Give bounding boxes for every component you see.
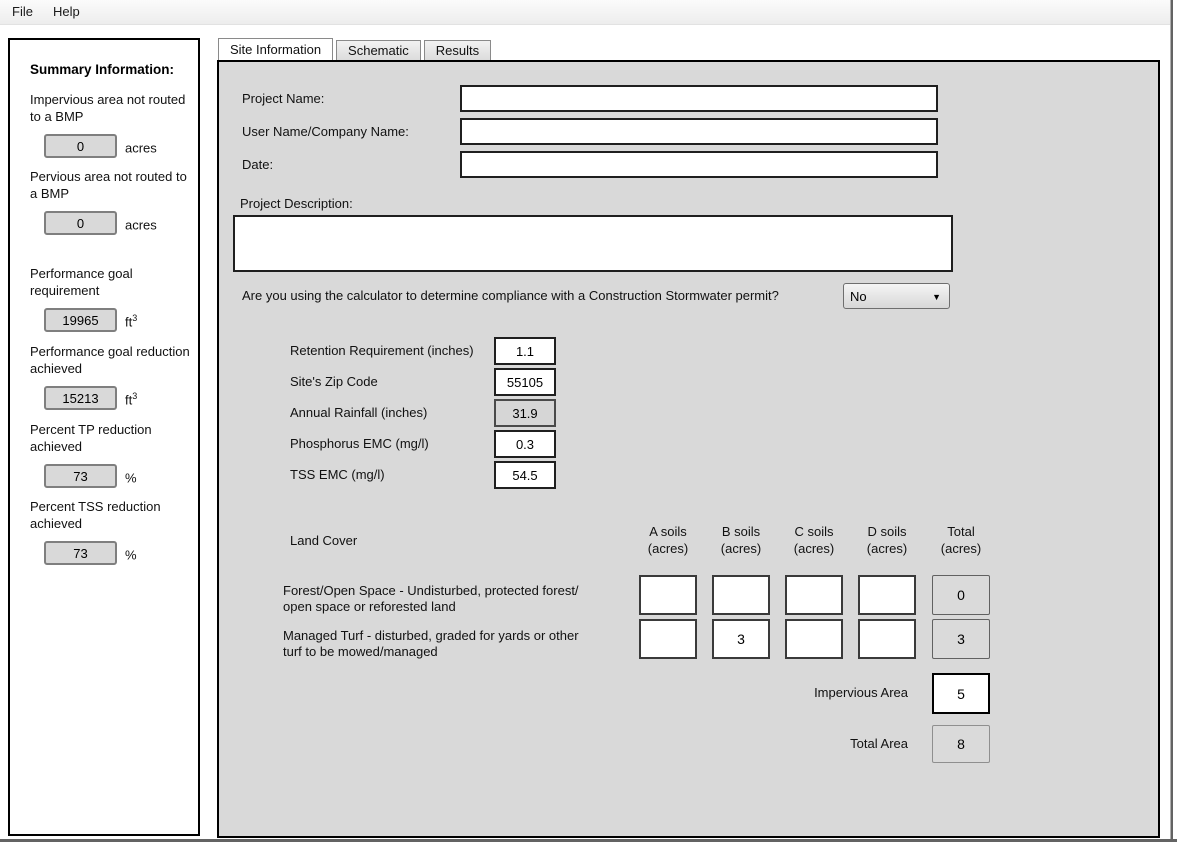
tab-site-information[interactable]: Site Information xyxy=(218,38,333,60)
retention-requirement-input[interactable] xyxy=(494,337,556,365)
metric-label: Impervious area not routed to a BMP xyxy=(30,92,186,124)
window-right-edge xyxy=(1170,0,1173,842)
metric-label: Percent TSS reduction achieved xyxy=(30,499,161,531)
project-name-label: Project Name: xyxy=(242,91,325,106)
date-input[interactable] xyxy=(460,151,938,178)
total-area-label: Total Area xyxy=(850,736,908,751)
metric-unit: acres xyxy=(125,217,157,232)
phosphorus-emc-label: Phosphorus EMC (mg/l) xyxy=(290,436,429,451)
summary-sidebar xyxy=(8,38,200,836)
metric-pervious-not-routed xyxy=(30,168,195,235)
impervious-area-input[interactable] xyxy=(932,673,990,714)
zip-code-input[interactable] xyxy=(494,368,556,396)
date-label: Date: xyxy=(242,157,274,172)
tab-results[interactable]: Results xyxy=(424,40,491,60)
column-header-d-soils: D soils (acres) xyxy=(866,524,908,556)
menu-file[interactable]: File xyxy=(12,4,33,19)
turf-b-soils-input[interactable] xyxy=(712,619,770,659)
project-description-textarea[interactable] xyxy=(233,215,953,272)
metric-percent-tp-reduction xyxy=(30,421,195,488)
metric-unit: % xyxy=(125,470,137,485)
forest-d-soils-input[interactable] xyxy=(858,575,916,615)
metric-label: Performance goal requirement xyxy=(30,266,133,298)
permit-question-label: Are you using the calculator to determine compliance with a Construction Stormwater permit? xyxy=(242,288,779,303)
metric-value-box: 15213 xyxy=(44,386,117,410)
forest-b-soils-input[interactable] xyxy=(712,575,770,615)
retention-requirement-label: Retention Requirement (inches) xyxy=(290,343,474,358)
impervious-area-label: Impervious Area xyxy=(814,685,908,700)
metric-unit: % xyxy=(125,547,137,562)
annual-rainfall-label: Annual Rainfall (inches) xyxy=(290,405,428,420)
tab-schematic[interactable]: Schematic xyxy=(336,40,421,60)
tss-emc-input[interactable] xyxy=(494,461,556,489)
forest-a-soils-input[interactable] xyxy=(639,575,697,615)
forest-total-display: 0 xyxy=(932,575,990,615)
metric-performance-goal-requirement xyxy=(30,265,195,332)
metric-label: Percent TP reduction achieved xyxy=(30,422,152,454)
metric-value-box: 0 xyxy=(44,211,117,235)
metric-value-box: 73 xyxy=(44,464,117,488)
user-name-label: User Name/Company Name: xyxy=(242,124,409,139)
metric-value-box: 73 xyxy=(44,541,117,565)
menu-help[interactable]: Help xyxy=(52,4,80,19)
metric-label: Pervious area not routed to a BMP xyxy=(30,169,187,201)
metric-performance-goal-reduction xyxy=(30,343,195,410)
metric-impervious-not-routed xyxy=(30,91,195,158)
annual-rainfall-display xyxy=(494,399,556,427)
managed-turf-label: Managed Turf - disturbed, graded for yards or other turf to be mowed/managed xyxy=(283,628,579,659)
metric-percent-tss-reduction xyxy=(30,498,195,565)
metric-value-box: 19965 xyxy=(44,308,117,332)
user-name-input[interactable] xyxy=(460,118,938,145)
forest-c-soils-input[interactable] xyxy=(785,575,843,615)
metric-value-box: 0 xyxy=(44,134,117,158)
summary-title: Summary Information: xyxy=(30,62,175,77)
project-description-label: Project Description: xyxy=(240,196,353,211)
column-header-c-soils: C soils (acres) xyxy=(793,524,835,556)
metric-unit: $ft^3$ xyxy=(125,312,138,329)
forest-open-space-label: Forest/Open Space - Undisturbed, protected forest/ open space or reforested land xyxy=(283,583,579,614)
tab-bar xyxy=(218,38,491,60)
zip-code-label: Site's Zip Code xyxy=(290,374,378,389)
total-area-display: 8 xyxy=(932,725,990,763)
menu-bar xyxy=(0,0,1171,25)
turf-c-soils-input[interactable] xyxy=(785,619,843,659)
permit-dropdown-value: No xyxy=(850,288,867,304)
column-header-a-soils: A soils (acres) xyxy=(647,524,689,556)
project-name-input[interactable] xyxy=(460,85,938,112)
metric-unit: acres xyxy=(125,140,157,155)
site-information-panel xyxy=(217,60,1160,838)
turf-total-display: 3 xyxy=(932,619,990,659)
turf-d-soils-input[interactable] xyxy=(858,619,916,659)
metric-unit: $ft^3$ xyxy=(125,390,138,407)
chevron-down-icon: ▼ xyxy=(932,292,941,302)
land-cover-label: Land Cover xyxy=(290,533,358,548)
permit-dropdown[interactable] xyxy=(843,283,950,309)
column-header-b-soils: B soils (acres) xyxy=(720,524,762,556)
phosphorus-emc-input[interactable] xyxy=(494,430,556,458)
column-header-total: Total (acres) xyxy=(940,524,982,556)
tss-emc-label: TSS EMC (mg/l) xyxy=(290,467,385,482)
turf-a-soils-input[interactable] xyxy=(639,619,697,659)
metric-label: Performance goal reduction achieved xyxy=(30,344,190,376)
